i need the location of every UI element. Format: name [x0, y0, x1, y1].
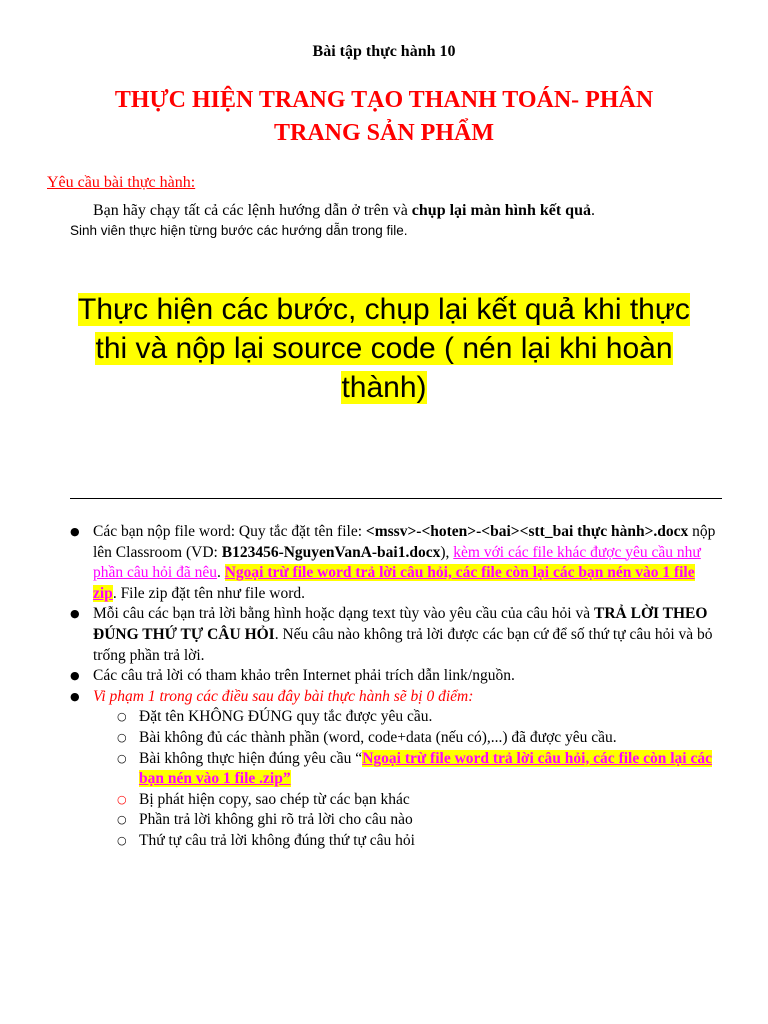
- page-title-line-2: TRANG SẢN PHẨM: [274, 120, 494, 146]
- horizontal-divider: [70, 498, 722, 499]
- violation-item: ○ Bài không đủ các thành phần (word, code+data (nếu có),...) đã được yêu cầu.: [93, 728, 722, 749]
- file-naming-example: B123456-NguyenVanA-bai1.docx: [221, 543, 441, 561]
- violation-item: ○ Thứ tự câu trả lời không đúng thứ tự câu hỏi: [93, 831, 722, 852]
- exercise-title: Bài tập thực hành 10: [312, 43, 456, 60]
- rules-list: [70, 522, 722, 852]
- highlight-note: [60, 290, 708, 407]
- highlight-note-line-3: thành): [341, 371, 427, 404]
- attach-files-link[interactable]: kèm với các file khác được yêu cầu như phần câu hỏi đã nêu: [93, 543, 701, 582]
- instruction-prefix: Bạn hãy chạy tất cả các lệnh hướng dẫn ở trên và: [93, 202, 412, 219]
- violations-heading: Vi phạm 1 trong các điều sau đây bài thực hành sẽ bị 0 điểm:: [93, 687, 474, 705]
- violations-list: [93, 707, 722, 851]
- rule-item-file-naming: ● Các bạn nộp file word: Quy tắc đặt tên file: <mssv>-<hoten>-<bai><stt_bai thực hành>.docx nộp lên Classroom (VD: B123456-NguyenVanA-bai1.docx), kèm với các file khác được yêu cầu như phần câu hỏi đã nêu. Ngoại trừ file word trả lời câu hỏi, các file còn lại các bạn nén vào 1 file zip. File zip đặt tên như file word.: [70, 522, 722, 604]
- highlight-note-line-1: Thực hiện các bước, chụp lại kết quả khi thực: [78, 293, 690, 326]
- zip-note-highlight[interactable]: Ngoại trừ file word trả lời câu hỏi, các file còn lại các bạn nén vào 1 file zip: [93, 564, 695, 602]
- answer-order-bold: TRẢ LỜI THEO ĐÚNG THỨ TỰ CÂU HỎI: [93, 605, 708, 643]
- requirements-label: Yêu cầu bài thực hành:: [47, 174, 196, 191]
- violation-item: ○ Bài không thực hiện đúng yêu cầu “Ngoại trừ file word trả lời câu hỏi, các file còn lại các bạn nén vào 1 file .zip”: [93, 749, 722, 790]
- instruction-line: [93, 202, 595, 220]
- sub-instruction: Sinh viên thực hiện từng bước các hướng dẫn trong file.: [70, 223, 408, 238]
- rule-item-answer-order: ● Mỗi câu các bạn trả lời bằng hình hoặc dạng text tùy vào yêu cầu của câu hỏi và TRẢ LỜI THEO ĐÚNG THỨ TỰ CÂU HỎI. Nếu câu nào không trả lời được các bạn cứ để số thứ tự câu hỏi và bỏ trống phần trả lời.: [70, 604, 722, 666]
- highlight-note-line-2: thi và nộp lại source code ( nén lại khi hoàn: [95, 332, 673, 365]
- instruction-suffix: .: [590, 202, 595, 219]
- instruction-bold: chụp lại màn hình kết quả: [411, 202, 591, 219]
- violation-item: ○ Phần trả lời không ghi rõ trả lời cho câu nào: [93, 810, 722, 831]
- page-title: [60, 84, 708, 150]
- rule-item-citation: ● Các câu trả lời có tham khảo trên Internet phải trích dẫn link/nguồn.: [70, 666, 722, 687]
- violation-zip-highlight[interactable]: Ngoại trừ file word trả lời câu hỏi, các file còn lại các bạn nén vào 1 file .zip”: [139, 749, 712, 788]
- violation-item: ○ Bị phát hiện copy, sao chép từ các bạn khác: [93, 790, 722, 811]
- file-naming-pattern: <mssv>-<hoten>-<bai><stt_bai thực hành>.docx: [365, 523, 689, 540]
- page-title-line-1: THỰC HIỆN TRANG TẠO THANH TOÁN- PHÂN: [114, 87, 654, 113]
- violation-item: ○ Đặt tên KHÔNG ĐÚNG quy tắc được yêu cầu.: [93, 707, 722, 728]
- rule-item-violations: [70, 687, 722, 852]
